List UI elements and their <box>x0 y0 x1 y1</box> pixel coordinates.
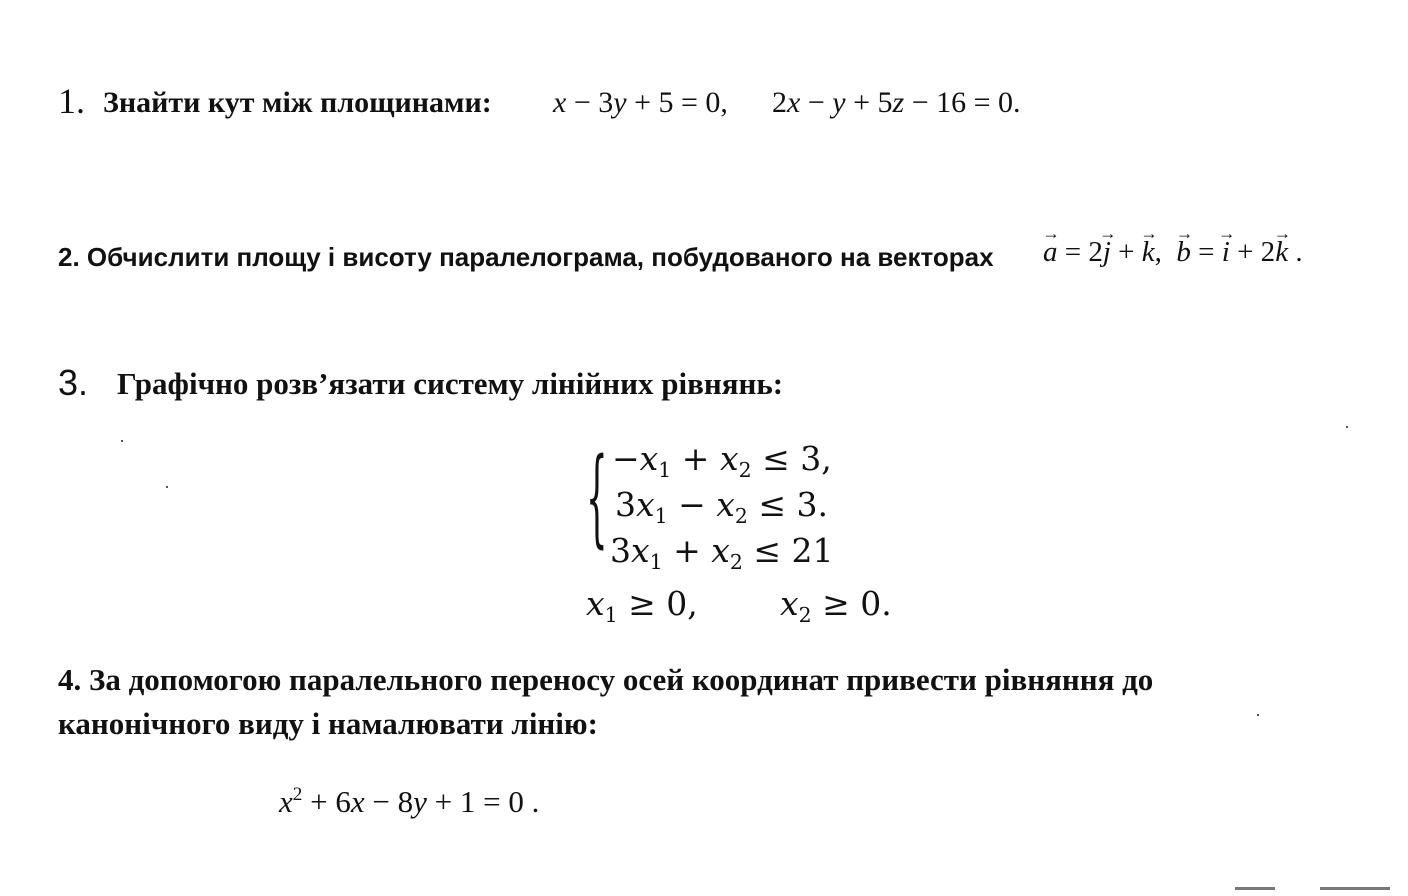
nonnegativity-x1 <box>586 584 698 627</box>
problem-1-plane-1-equation <box>553 86 728 120</box>
problem-4-text-line-1: 4. За допомогою паралельного переносу осей координат привести рівняння до <box>58 662 1154 697</box>
eq-part: − 3 <box>566 86 614 119</box>
problem-4-text-line-2: канонічного виду і намалювати лінію: <box>58 706 598 741</box>
vector-k: k → <box>1142 236 1155 269</box>
superscript: 2 <box>292 784 303 806</box>
var-x: x <box>711 531 730 570</box>
vector-j: j → <box>1103 236 1111 269</box>
eq-part: − <box>667 485 717 524</box>
system-brace: { <box>586 437 608 561</box>
eq-part: − <box>800 86 833 119</box>
eq-part: ≥ 0, <box>617 584 698 623</box>
eq-part: ≤ 3. <box>747 485 829 524</box>
eq-part: + 5 <box>845 86 893 119</box>
eq-part: + 5 = 0, <box>626 86 728 119</box>
eq-part: + 6 <box>302 784 351 819</box>
var-x: x <box>631 531 650 570</box>
vector-b: b → <box>1176 236 1191 269</box>
var-x: x <box>350 784 365 819</box>
eq-part: 2 <box>772 86 787 119</box>
scan-speck <box>121 440 123 442</box>
eq-part: − 16 = 0. <box>904 86 1021 119</box>
var-x: x <box>719 439 739 478</box>
var-x: x <box>586 584 605 623</box>
problem-3-number: 3. <box>58 362 89 403</box>
var-x: x <box>639 439 659 478</box>
eq-part: ≤ 21 <box>742 531 834 570</box>
subscript: 2 <box>729 549 743 574</box>
eq-part: . <box>1288 236 1303 268</box>
scan-edge-mark <box>1320 887 1390 890</box>
subscript: 2 <box>734 503 748 528</box>
eq-part: + 1 = 0 . <box>426 784 540 819</box>
eq-part: 3 <box>610 531 631 570</box>
inequality-2 <box>615 485 829 528</box>
eq-part: − <box>612 439 640 478</box>
eq-part: + <box>671 439 720 478</box>
var-x: x <box>780 584 799 623</box>
inequality-1 <box>612 439 832 482</box>
eq-part: = <box>1190 236 1222 268</box>
eq-part: y <box>832 86 846 119</box>
eq-part: z <box>892 86 905 119</box>
subscript: 1 <box>604 602 618 627</box>
subscript: 1 <box>658 457 672 482</box>
subscript: 1 <box>649 549 663 574</box>
eq-part: 3 <box>615 485 636 524</box>
scan-speck <box>1257 714 1259 716</box>
vector-a: a → <box>1043 236 1058 269</box>
problem-2-vectors <box>1043 236 1303 269</box>
scan-speck <box>1346 426 1348 428</box>
eq-part: + 2 <box>1229 236 1276 268</box>
vector-i: i → <box>1222 236 1230 269</box>
eq-part: ≥ 0. <box>811 584 892 623</box>
problem-3-text: Графічно розв’язати систему лінійних рівнянь: <box>117 366 784 401</box>
eq-part: − 8 <box>364 784 414 819</box>
var-x: x <box>279 784 293 819</box>
subscript: 1 <box>654 503 668 528</box>
eq-part: + <box>1110 236 1142 268</box>
scan-speck <box>166 486 168 488</box>
problem-1-number: 1. <box>58 81 85 121</box>
problem-4-equation <box>279 784 539 820</box>
var-x: x <box>716 485 735 524</box>
problem-2-text: 2. Обчислити площу і висоту паралелограма, побудованого на векторах <box>58 242 994 272</box>
scan-edge-mark <box>1235 887 1275 890</box>
eq-part: x <box>553 86 567 119</box>
inequality-3 <box>610 531 834 574</box>
var-x: x <box>636 485 655 524</box>
eq-part: = 2 <box>1057 236 1103 268</box>
eq-part: x <box>787 86 801 119</box>
eq-part: ≤ 3, <box>751 439 832 478</box>
eq-part: + <box>662 531 712 570</box>
subscript: 2 <box>798 602 812 627</box>
problem-1-plane-2-equation <box>772 86 1021 120</box>
nonnegativity-x2 <box>780 584 892 627</box>
subscript: 2 <box>738 457 752 482</box>
vector-k: k → <box>1275 236 1288 269</box>
problem-1-text: Знайти кут між площинами: <box>103 86 492 119</box>
eq-part: y <box>613 86 627 119</box>
eq-part: , <box>1154 236 1162 268</box>
var-y: y <box>413 784 427 819</box>
